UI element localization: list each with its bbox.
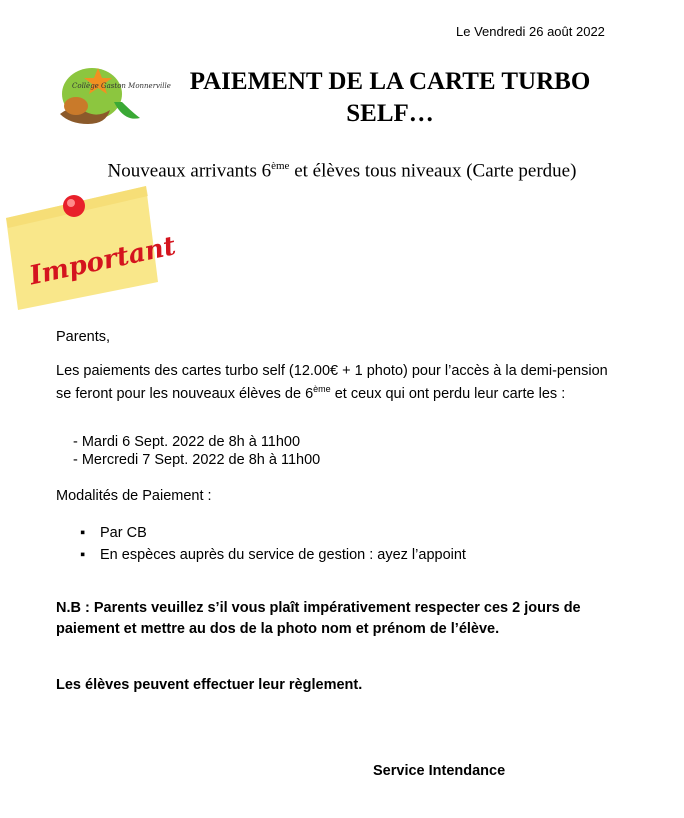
nb-note: N.B : Parents veuillez s’il vous plaît impérativement respecter ces 2 jours de paiement et mettre au dos de la photo nom et prénom de l’élève. [56,600,581,637]
important-sticky-note [0,182,179,312]
date-item: - Mercredi 7 Sept. 2022 de 8h à 11h00 [73,452,321,468]
list-item: ▪ Par CB [80,525,147,541]
bullet-icon: ▪ [80,525,86,541]
signature: Service Intendance [373,763,506,779]
list-item: ▪ En espèces auprès du service de gestion : ayez l’appoint [80,547,466,563]
date-item: - Mardi 6 Sept. 2022 de 8h à 11h00 [73,434,301,450]
greeting: Parents, [56,329,110,345]
svg-text:Collège Gaston Monnerville: Collège Gaston Monnerville [72,82,171,90]
important-label: Important [26,231,179,292]
page-title: PAIEMENT DE LA CARTE TURBO SELF… [189,68,591,127]
date-line: Le Vendredi 26 août 2022 [456,24,605,39]
dates-list [73,433,320,469]
payment-modes-label: Modalités de Paiement : [56,488,212,504]
main-paragraph: Les paiements des cartes turbo self (12.00€ + 1 photo) pour l’accès à la demi-pension se feront pour les nouveaux élèves de 6ème et ceux qui ont perdu leur carte les : [56,363,608,402]
subtitle: Nouveaux arrivants 6ème et élèves tous niveaux (Carte perdue) [107,160,577,182]
reglement-note: Les élèves peuvent effectuer leur règlement. [56,677,363,693]
bullet-icon: ▪ [80,547,86,563]
payment-modes-list [80,524,466,568]
school-logo [52,62,171,128]
